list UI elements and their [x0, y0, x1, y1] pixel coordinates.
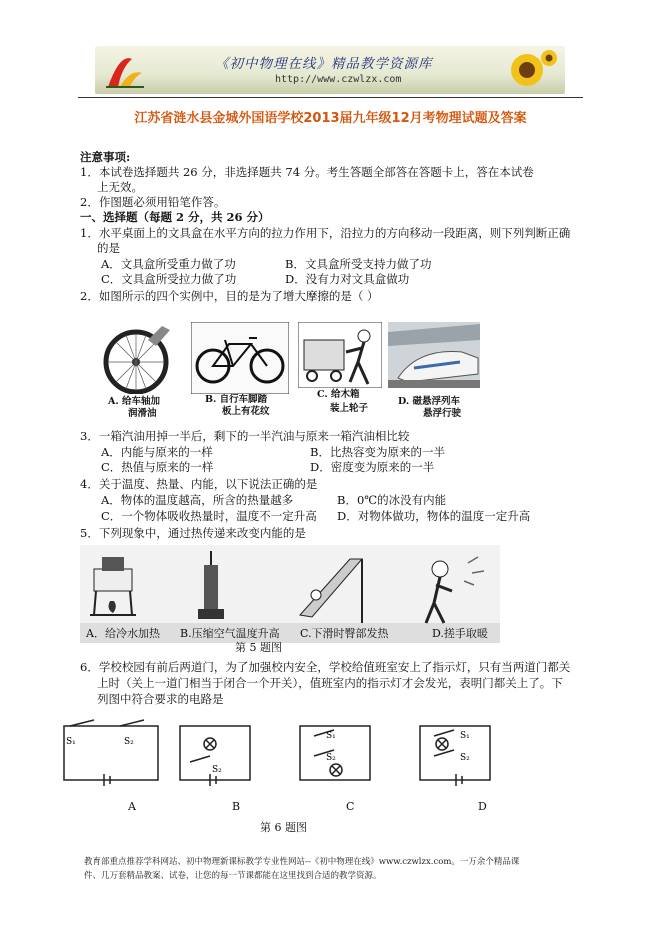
q6-circuits-figure [60, 716, 510, 792]
notice-line-2: 2．作图题必须用铅笔作答。 [80, 195, 226, 209]
q5-caption-a: A．给冷水加热 [86, 627, 160, 640]
circuit-c-s1: S₁ [326, 731, 336, 741]
q2-caption-c1: C. 给木箱 [317, 389, 360, 400]
circuit-a-s2: S₂ [124, 737, 134, 747]
q5-stem: 5．下列现象中，通过热传递来改变内能的是 [80, 526, 306, 540]
q3-option-b: B．比热容变为原来的一半 [310, 445, 445, 459]
q5-caption-b: B.压缩空气温度升高 [180, 627, 280, 640]
wheel-axle-image [96, 322, 182, 394]
q3-stem: 3．一箱汽油用掉一半后，剩下的一半汽油与原来一箱汽油相比较 [80, 429, 410, 443]
q3-option-c: C．热值与原来的一样 [101, 460, 214, 474]
document-title: 江苏省涟水县金城外国语学校2013届九年级12月考物理试题及答案 [134, 111, 527, 126]
maglev-train-image [388, 322, 480, 388]
q2-caption-a2: 润滑油 [128, 408, 157, 419]
notice-heading: 注意事项: [80, 150, 131, 164]
page-footer [84, 855, 584, 883]
bicycle-image [191, 322, 289, 394]
circuit-a-s1: S₁ [66, 737, 76, 747]
q2-caption-b1: B. 自行车脚踏 [205, 394, 268, 405]
footer-line-1: 教育部重点推荐学科网站、初中物理新课标教学专业性网站--《初中物理在线》www.czwlzx.com。一万余个精品课 [84, 857, 520, 867]
q4-option-d: D．对物体做功，物体的温度一定升高 [337, 509, 531, 523]
circuit-label-d: D [478, 800, 487, 813]
circuit-d-s2: S₂ [460, 753, 470, 763]
circuit-label-c: C [346, 800, 355, 813]
circuit-d-s1: S₁ [460, 731, 470, 741]
q4-option-a: A．物体的温度越高，所含的热量越多 [101, 493, 294, 507]
banner-title: 《初中物理在线》精品教学资源库 [215, 56, 433, 72]
q5-caption-c: C.下滑时臀部发热 [300, 627, 389, 640]
q1-option-c: C．文具盒所受拉力做了功 [101, 272, 237, 286]
site-logo-icon [100, 51, 146, 91]
section-heading: 一、选择题（每题 2 分，共 26 分） [80, 210, 270, 224]
q6-stem-1: 6．学校校园有前后两道门，为了加强校内安全，学校给值班室安上了指示灯，只有当两道门都关 [80, 660, 571, 674]
q2-caption-d1: D. 磁悬浮列车 [398, 396, 461, 407]
q6-figure-label: 第 6 题图 [260, 821, 307, 834]
q1-option-d: D．没有力对文具盒做功 [285, 272, 410, 286]
q5-figure-label: 第 5 题图 [235, 641, 282, 654]
q1-stem: 1．水平桌面上的文具盒在水平方向的拉力作用下，沿拉力的方向移动一段距离，则下列判断正确 [80, 226, 571, 240]
q5-caption-d: D.搓手取暖 [432, 627, 488, 640]
q4-option-c: C．一个物体吸收热量时，温度不一定升高 [101, 509, 317, 523]
q4-stem: 4．关于温度、热量、内能，以下说法正确的是 [80, 477, 318, 491]
header-rule [78, 97, 583, 98]
footer-line-2: 件、几万套精品教案、试卷，让您的每一节课都能在这里找到合适的教学资源。 [84, 871, 382, 881]
notice-line-1: 1．本试卷选择题共 26 分，非选择题共 74 分。考生答题全部答在答题卡上，答在本试卷 [80, 165, 534, 179]
q6-stem-2: 上时（关上一道门相当于闭合一个开关），值班室内的指示灯才会发光，表明门都关上了。下 [97, 676, 563, 690]
q2-stem: 2．如图所示的四个实例中，目的是为了增大摩擦的是（ ） [80, 289, 379, 303]
q2-caption-c2: 装上轮子 [330, 403, 369, 414]
sunflower-icon [497, 48, 557, 94]
circuit-label-b: B [232, 800, 241, 813]
banner-url[interactable]: http://www.czwlzx.com [275, 74, 402, 85]
q4-option-b: B．0℃的冰没有内能 [337, 493, 447, 507]
q3-option-d: D．密度变为原来的一半 [310, 460, 435, 474]
q2-caption-a1: A. 给车轴加 [108, 396, 160, 407]
notice-line-1b: 上无效。 [97, 180, 143, 194]
circuit-label-a: A [128, 800, 136, 813]
q1-option-b: B．文具盒所受支持力做了功 [285, 257, 432, 271]
header-banner [95, 46, 565, 94]
q1-stem-cont: 的是 [97, 241, 120, 255]
q2-caption-d2: 悬浮行驶 [423, 408, 462, 419]
q3-option-a: A．内能与原来的一样 [101, 445, 213, 459]
q2-caption-b2: 板上有花纹 [222, 406, 270, 417]
q6-stem-3: 列图中符合要求的电路是 [97, 692, 224, 706]
q1-option-a: A．文具盒所受重力做了功 [101, 257, 236, 271]
box-on-wheels-image [298, 322, 382, 388]
circuit-b-s2: S₂ [212, 765, 222, 775]
circuit-c-s2: S₂ [326, 753, 336, 763]
